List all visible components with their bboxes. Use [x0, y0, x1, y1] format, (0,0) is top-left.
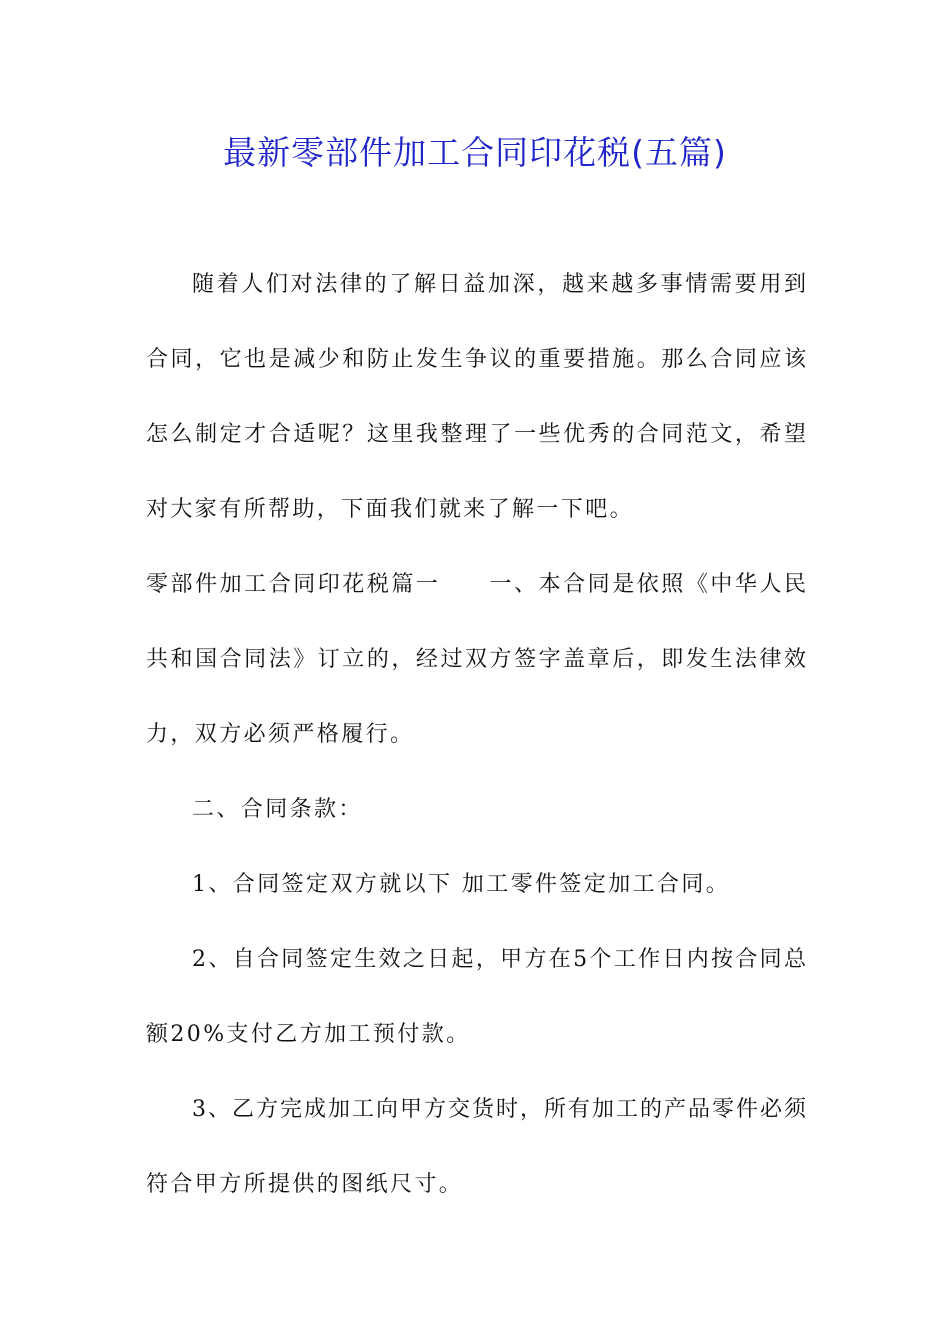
- paragraph-line: 零部件加工合同印花税篇一 一、本合同是依照《中华人民: [146, 572, 806, 597]
- clause-line: 额20%支付乙方加工预付款。: [146, 1022, 471, 1047]
- document-title: 最新零部件加工合同印花税(五篇): [223, 133, 727, 172]
- section-heading: 二、合同条款：: [192, 797, 363, 822]
- paragraph-line: 对大家有所帮助，下面我们就来了解一下吧。: [146, 497, 635, 522]
- paragraph-line: 随着人们对法律的了解日益加深，越来越多事情需要用到: [192, 272, 806, 297]
- paragraph-line: 合同，它也是减少和防止发生争议的重要措施。那么合同应该: [146, 347, 806, 372]
- paragraph-line: 共和国合同法》订立的，经过双方签字盖章后，即发生法律效: [146, 647, 806, 672]
- paragraph-line: 力，双方必须严格履行。: [146, 722, 415, 747]
- clause-line: 符合甲方所提供的图纸尺寸。: [146, 1172, 464, 1197]
- paragraph-line: 怎么制定才合适呢？这里我整理了一些优秀的合同范文，希望: [146, 422, 806, 447]
- clause-line: 2、自合同签定生效之日起，甲方在5个工作日内按合同总: [192, 947, 806, 972]
- clause-line: 1、合同签定双方就以下 加工零件签定加工合同。: [192, 872, 731, 897]
- clause-line: 3、乙方完成加工向甲方交货时，所有加工的产品零件必须: [192, 1097, 806, 1122]
